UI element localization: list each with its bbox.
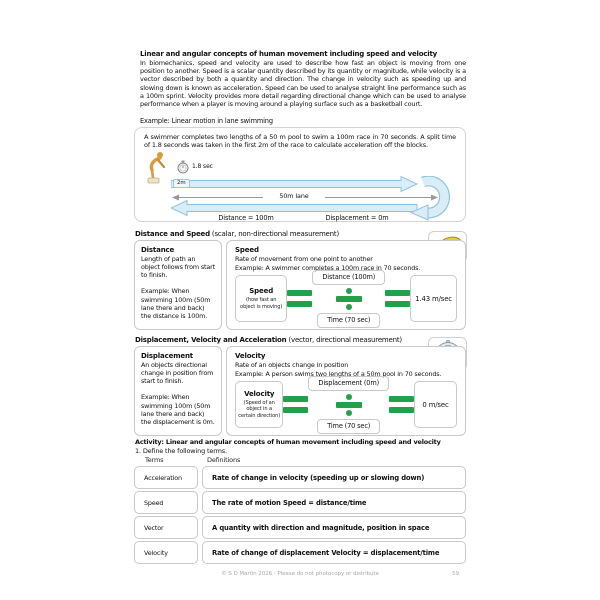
velocity-title: Velocity xyxy=(235,352,266,360)
table-row-definition: The rate of motion Speed = distance/time xyxy=(202,491,466,514)
distance-definition-box xyxy=(134,240,222,330)
footer-copyright: © S D Martin 2026 - Please do not photocopy or distribute xyxy=(221,571,379,577)
u-turn-arrow-icon xyxy=(411,181,445,220)
distance-description: Length of path an object follows from start to finish. xyxy=(141,255,215,280)
swim-example-text: A swimmer completes two lengths of a 50 m pool to swim a 100m race in 70 seconds. A split time of 1.8 seconds was taken in the first 2m of the race to calculate acceleration off the blocks. xyxy=(144,133,456,150)
velocity-section-header xyxy=(135,336,402,344)
speed-term-subtext: (how fast an object is moving) xyxy=(240,297,283,310)
equals-icon xyxy=(283,396,308,413)
speed-term-label: Speed xyxy=(249,287,274,296)
velocity-term-subtext: (Speed of an object in a certain direction) xyxy=(238,399,281,419)
table-row-term: Vector xyxy=(134,516,198,539)
speed-equation xyxy=(235,275,457,322)
split-time-label: 1.8 sec xyxy=(192,163,213,170)
intro-paragraph: In biomechanics, speed and velocity are used to describe how fast an object is moving from one position to another. Speed is a scalar quantity described by its quantity or magnitude, while velocity is a vector described by both a quantity and direction. The change in velocity such as speeding up and slowing down is known as acceleration. Speed can be used to analyse straight line performance such as a 100m sprint. Velocity provides more detail regarding directional change which can be used to analyse performance when a player is moving around a playing surface such as a basketball court. xyxy=(140,59,466,108)
speed-equation-box xyxy=(226,240,466,330)
speed-example: Example: A swimmer completes a 100m race in 70 seconds. xyxy=(235,264,421,273)
velocity-fraction xyxy=(308,376,389,434)
start-distance-label: 2m xyxy=(173,179,190,188)
divide-icon xyxy=(336,288,362,310)
velocity-result: 0 m/sec xyxy=(414,381,457,428)
divide-icon xyxy=(336,394,362,416)
activity-instruction: 1. Define the following terms. xyxy=(135,447,227,455)
table-row-term: Velocity xyxy=(134,541,198,564)
velocity-section-header-rest: (vector, directional measurement) xyxy=(286,336,402,344)
table-row-term: Speed xyxy=(134,491,198,514)
speed-fraction xyxy=(312,270,385,328)
swimmer-icon xyxy=(145,151,169,185)
speed-term-box xyxy=(235,275,287,322)
distance-total-label: Distance = 100m xyxy=(218,213,274,222)
velocity-example: Example: A person swims two lengths of a 50m pool in 70 seconds. xyxy=(235,370,442,379)
definitions-column-header: Definitions xyxy=(207,456,241,464)
equals-icon xyxy=(389,396,414,413)
velocity-denominator: Time (70 sec) xyxy=(317,419,380,434)
displacement-example: Example: When swimming 100m (50m lane there and back) the displacement is 0m. xyxy=(141,393,215,426)
velocity-section-header-bold: Displacement, Velocity and Acceleration xyxy=(135,336,287,344)
speed-title: Speed xyxy=(235,246,259,254)
lane-arrow-right xyxy=(171,177,417,192)
displacement-definition-box xyxy=(134,346,222,436)
speed-section-header-rest: (scalar, non-directional measurement) xyxy=(209,230,339,238)
speed-result: 1.43 m/sec xyxy=(410,275,457,322)
distance-title: Distance xyxy=(141,246,175,254)
speed-description: Rate of movement from one point to another xyxy=(235,255,373,263)
table-row-term: Acceleration xyxy=(134,466,198,489)
table-row-definition: Rate of change in velocity (speeding up or slowing down) xyxy=(202,466,466,489)
activity-title: Activity: Linear and angular concepts of human movement including speed and velocity xyxy=(135,438,441,446)
page-number: 59 xyxy=(452,571,460,577)
intro-section xyxy=(140,50,466,108)
speed-section-header xyxy=(135,230,339,238)
velocity-term-label: Velocity xyxy=(244,389,275,398)
velocity-term-box xyxy=(235,381,283,428)
speed-denominator: Time (70 sec) xyxy=(317,313,380,328)
stopwatch-icon xyxy=(177,160,189,174)
swim-example-box xyxy=(134,127,466,222)
displacement-title: Displacement xyxy=(141,352,193,360)
speed-section-header-bold: Distance and Speed xyxy=(135,230,210,238)
velocity-equation-box xyxy=(226,346,466,436)
equals-icon xyxy=(287,290,312,307)
displacement-description: An objects directional change in position from start to finish. xyxy=(141,361,214,386)
table-row-definition: A quantity with direction and magnitude, position in space xyxy=(202,516,466,539)
example-label: Example: Linear motion in lane swimming xyxy=(140,117,273,125)
speed-numerator: Distance (100m) xyxy=(312,270,385,285)
velocity-description: Rate of an objects change in position xyxy=(235,361,349,369)
distance-example: Example: When swimming 100m (50m lane there and back) the distance is 100m. xyxy=(141,287,211,320)
table-row-definition: Rate of change of displacement Velocity = displacement/time xyxy=(202,541,466,564)
equals-icon xyxy=(385,290,410,307)
displacement-total-label: Displacement = 0m xyxy=(325,213,389,222)
velocity-numerator: Displacement (0m) xyxy=(308,376,389,391)
velocity-equation xyxy=(235,381,457,428)
terms-column-header: Terms xyxy=(145,456,164,464)
page-title: Linear and angular concepts of human movement including speed and velocity xyxy=(140,50,437,58)
lane-length-label: 50m lane xyxy=(263,192,325,200)
